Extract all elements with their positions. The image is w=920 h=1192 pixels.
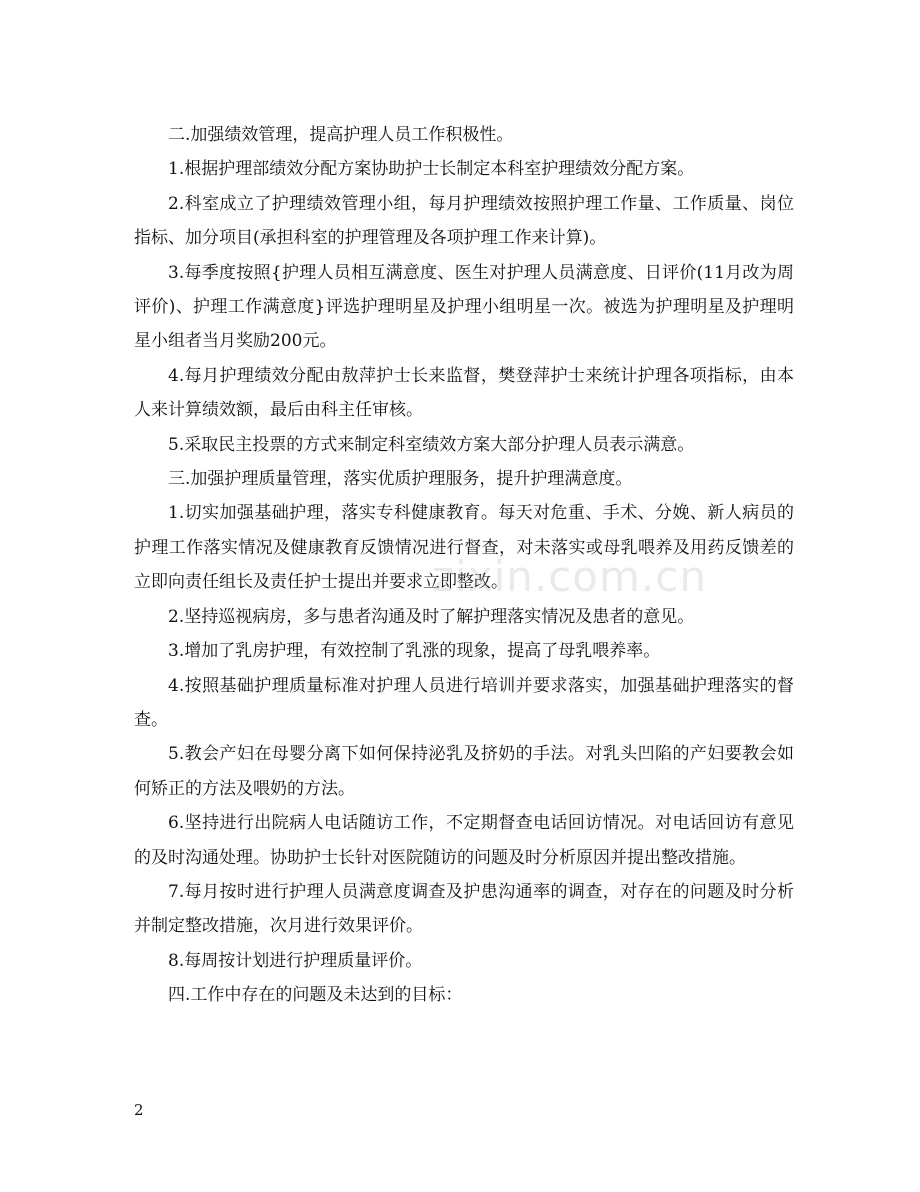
paragraph-item: 7.每月按时进行护理人员满意度调查及护患沟通率的调查，对存在的问题及时分析并制定整改措施，次月进行效果评价。 [134,881,794,937]
heading-section-2: 二.加强绩效管理，提高护理人员工作积极性。 [168,125,514,145]
paragraph-item: 5.教会产妇在母婴分离下如何保持泌乳及挤奶的手法。对乳头凹陷的产妇要教会如何矫正的方法及喂奶的方法。 [134,744,794,799]
page-number: 2 [134,1101,144,1119]
paragraph-item: 3.每季度按照{护理人员相互满意度、医生对护理人员满意度、日评价(11月改为周评价)、护理工作满意度}评选护理明星及护理小组明星一次。被选为护理明星及护理明星小组者当月奖励200元。 [134,262,794,352]
paragraph-item: 5.采取民主投票的方式来制定科室绩效方案大部分护理人员表示满意。 [168,434,695,455]
heading-section-3: 三.加强护理质量管理，落实优质护理服务，提升护理满意度。 [168,469,633,490]
paragraph-item: 3.增加了乳房护理，有效控制了乳涨的现象，提高了母乳喂养率。 [168,641,661,662]
paragraph-item: 4.每月护理绩效分配由敖萍护士长来监督，樊登萍护士来统计护理各项指标，由本人来计算绩效额，最后由科主任审核。 [134,365,794,421]
paragraph-item: 4.按照基础护理质量标准对护理人员进行培训并要求落实，加强基础护理落实的督查。 [134,675,794,730]
watermark: zixin.com.cn [432,552,707,601]
document-body [134,118,794,1013]
paragraph-item: 6.坚持进行出院病人电话随访工作，不定期督查电话回访情况。对电话回访有意见的及时沟通处理。协助护士长针对医院随访的问题及时分析原因并提出整改措施。 [134,813,794,868]
paragraph-item: 1.根据护理部绩效分配方案协助护士长制定本科室护理绩效分配方案。 [168,159,695,180]
paragraph-item: 2.科室成立了护理绩效管理小组，每月护理绩效按照护理工作量、工作质量、岗位指标、加分项目(承担科室的护理管理及各项护理工作来计算)。 [134,193,794,249]
paragraph-item: 1.切实加强基础护理，落实专科健康教育。每天对危重、手术、分娩、新人病员的护理工作落实情况及健康教育反馈情况进行督查，对未落实或母乳喂养及用药反馈差的立即向责任组长及责任护士提出并要求立即整改。 [134,503,794,593]
heading-section-4: 四.工作中存在的问题及未达到的目标： [168,985,463,1006]
paragraph-item: 8.每周按计划进行护理质量评价。 [168,950,423,971]
paragraph-item: 2.坚持巡视病房，多与患者沟通及时了解护理落实情况及患者的意见。 [168,606,695,627]
